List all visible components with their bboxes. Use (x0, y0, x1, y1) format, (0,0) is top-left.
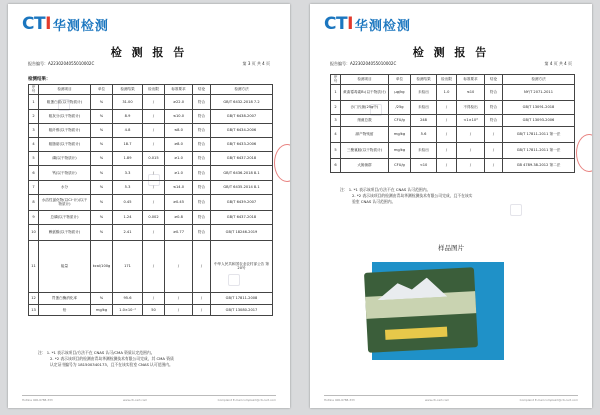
table-cell: mg/kg (389, 142, 411, 158)
table-cell: 总磷(以干物质计) (39, 210, 91, 224)
table-cell: GB/T 13080-2017 (211, 304, 273, 315)
table-row (29, 137, 273, 151)
table-notes: 注： 1. *1 表示该项目/方法不在 CNAS 认可/CMA 资质认定范围内。 2. *2 表示该项目的检测由青岛华测检测技术有限公司完成，其 CMA 资质 认定证书编号为 181500340173，且不在该实验室 CNAS 认可范围内。 (38, 350, 174, 367)
table-cell: 6 (29, 165, 39, 180)
table-row (331, 114, 575, 126)
table-cell: GB/T 17811-2008 (211, 292, 273, 304)
table-cell: / (143, 240, 165, 292)
table-cell: / (457, 158, 485, 172)
table-cell: 12 (29, 292, 39, 304)
table-row (29, 224, 273, 240)
table-cell: CFU/g (389, 158, 411, 172)
table-cell: 31.00 (113, 94, 143, 109)
table-cell: 符合 (193, 94, 211, 109)
table-cell: GB/T 6434-2006 (211, 123, 273, 137)
table-cell: / (143, 137, 165, 151)
table-cell: 171 (113, 240, 143, 292)
table-cell: 4 (29, 137, 39, 151)
table-cell: / (193, 240, 211, 292)
table-cell: % (91, 137, 113, 151)
table-cell: / (143, 94, 165, 109)
table-cell: / (485, 142, 503, 158)
table-cell: % (91, 151, 113, 165)
table-cell: kcal/100g (91, 240, 113, 292)
table-cell: / (143, 165, 165, 180)
table-cell: 三聚氰胺(以干物质计) (341, 142, 389, 158)
table-row (29, 292, 273, 304)
column-header: 单位 (389, 75, 411, 85)
column-header: 检出限 (437, 75, 457, 85)
table-cell: / (485, 126, 503, 142)
table-cell: 铅 (39, 304, 91, 315)
table-cell: 3 (331, 114, 341, 126)
column-header: 检测项目 (39, 85, 91, 95)
table-cell: GB/T 13091-2018 (503, 100, 575, 114)
column-header: 标准要求 (457, 75, 485, 85)
table-cell: 1.0×10⁻¹ (113, 304, 143, 315)
cti-logo: CTI 华测检测 (22, 14, 109, 34)
table-cell: 1.24 (113, 210, 143, 224)
table-cell: 符合 (485, 114, 503, 126)
table-cell: % (91, 180, 113, 194)
sample-photo (372, 262, 504, 360)
page-footer: Hotline 400-6788-333 www.cti-cert.com Complaint E-mail:complaint@cti-cert.com (324, 395, 578, 402)
table-cell: / (143, 180, 165, 194)
table-cell: 中华人民共和国农业农村部公告 第20号 (211, 240, 273, 292)
table-cell: GB/T 17811-2011 第一法 (503, 142, 575, 158)
table-cell: 未检出 (411, 100, 437, 114)
table-cell: 粗纤维(以干物质计) (39, 123, 91, 137)
table-cell: ≥0.8 (165, 210, 193, 224)
table-cell: 符合 (193, 165, 211, 180)
table-cell: 8 (29, 194, 39, 210)
table-cell: / (437, 114, 457, 126)
table-cell: GB/T 17811-2011 第一法 (503, 126, 575, 142)
table-cell: mg/kg (389, 126, 411, 142)
table-cell: μg/kg (389, 84, 411, 100)
table-cell: 0.45 (113, 194, 143, 210)
table-cell: 18.7 (113, 137, 143, 151)
table-cell: 符合 (193, 151, 211, 165)
table-cell: / (457, 126, 485, 142)
results-table (330, 74, 575, 173)
table-cell: ≥8.0 (165, 137, 193, 151)
table-cell: ≥22.0 (165, 94, 193, 109)
table-cell: 钙(以干物质计) (39, 165, 91, 180)
table-cell: ≤8.0 (165, 123, 193, 137)
table-cell: GB/T 6439-2007 (211, 194, 273, 210)
table-cell: <10 (411, 158, 437, 172)
table-cell: 细菌总数 (341, 114, 389, 126)
table-cell: GB 4789.38-2012 第二法 (503, 158, 575, 172)
table-cell: 4 (331, 126, 341, 142)
table-cell: 符合 (193, 224, 211, 240)
report-meta (28, 61, 270, 67)
table-cell: 13 (29, 304, 39, 315)
table-cell: / (437, 100, 457, 114)
table-cell: 符合 (193, 137, 211, 151)
column-header: 检测方法 (503, 75, 575, 85)
table-cell: 未检出 (411, 84, 437, 100)
table-cell: 0.002 (143, 210, 165, 224)
table-cell: % (91, 292, 113, 304)
table-cell: 符合 (193, 194, 211, 210)
table-row (29, 94, 273, 109)
table-row (331, 84, 575, 100)
table-cell: / (143, 109, 165, 123)
table-row (331, 126, 575, 142)
table-cell: / (457, 142, 485, 158)
table-cell: 2 (331, 100, 341, 114)
table-row (29, 180, 273, 194)
column-header: 检出限 (143, 85, 165, 95)
table-cell: 248 (411, 114, 437, 126)
table-cell: 0.015 (143, 151, 165, 165)
table-cell: ≤14.0 (165, 180, 193, 194)
column-header: 结论 (193, 85, 211, 95)
table-row (331, 142, 575, 158)
table-row (29, 123, 273, 137)
column-header: 单位 (91, 85, 113, 95)
table-row (29, 165, 273, 180)
table-cell: 符合 (485, 84, 503, 100)
table-cell: GB/T 18246-2019 (211, 224, 273, 240)
table-cell: 符合 (193, 180, 211, 194)
table-cell: ≥1.0 (165, 165, 193, 180)
table-cell: GB/T 6437-2018 (211, 210, 273, 224)
red-seal-stamp (576, 134, 592, 172)
table-cell: 3.3 (113, 165, 143, 180)
table-row (29, 210, 273, 224)
table-cell: GB/T 6437-2018 (211, 151, 273, 165)
table-row (331, 100, 575, 114)
column-header: 标准要求 (165, 85, 193, 95)
table-cell: % (91, 165, 113, 180)
table-cell: 胃蛋白酶消化率 (39, 292, 91, 304)
table-cell: CFU/g (389, 114, 411, 126)
table-cell: GB/T 6433-2006 (211, 137, 273, 151)
table-cell: 50 (143, 304, 165, 315)
table-cell: 粗脂肪(以干物质计) (39, 137, 91, 151)
table-cell: 9 (29, 210, 39, 224)
table-cell: ≥0.45 (165, 194, 193, 210)
table-cell: / (165, 304, 193, 315)
table-cell: 4.8 (113, 123, 143, 137)
table-row (29, 151, 273, 165)
table-cell: / (193, 304, 211, 315)
table-cell: 黄曲霉毒素B₁(以干物质计) (341, 84, 389, 100)
page-indicator: 第 3 页 共 4 页 (242, 61, 270, 66)
table-cell: / (165, 240, 193, 292)
table-cell: 不得检出 (457, 100, 485, 114)
table-cell: mg/kg (91, 304, 113, 315)
table-cell: 6 (331, 158, 341, 172)
report-page-3 (8, 4, 290, 408)
table-cell: GB/T 6435-2014 8.1 (211, 180, 273, 194)
table-cell: % (91, 94, 113, 109)
table-cell: 1.89 (113, 151, 143, 165)
table-cell: 1.0 (437, 84, 457, 100)
table-cell: / (143, 224, 165, 240)
table-cell: 8.9 (113, 109, 143, 123)
table-row (29, 240, 273, 292)
column-header: 序号 (331, 75, 341, 85)
product-bag-image (364, 267, 478, 353)
table-cell: 磷(以干物质计) (39, 151, 91, 165)
column-header: 检测项目 (341, 75, 389, 85)
page-indicator: 第 4 页 共 4 页 (544, 61, 572, 66)
table-cell: % (91, 194, 113, 210)
table-row (331, 158, 575, 172)
table-cell: % (91, 123, 113, 137)
table-cell: 1 (29, 94, 39, 109)
report-meta (330, 61, 572, 67)
table-cell: % (91, 109, 113, 123)
table-notes: 注： 1. *1 表示该项目/方法不在 CNAS 认可范围内。 2. *2 表示该项目的检测由青岛华测检测技术有限公司完成，且不在该实 验室 CNAS 认可范围内。 (340, 187, 473, 204)
table-cell: 沙门氏菌(25g中) (341, 100, 389, 114)
table-cell: 符合 (193, 123, 211, 137)
table-cell: 5 (29, 151, 39, 165)
sample-image-title: 样品图片 (438, 244, 464, 252)
table-cell: % (91, 210, 113, 224)
section-label: 检测结果： (28, 77, 51, 82)
table-cell: 能量 (39, 240, 91, 292)
table-cell: NY/T 2071-2011 (503, 84, 575, 100)
table-cell: 5 (331, 142, 341, 158)
table-cell: 符合 (485, 100, 503, 114)
table-cell: 符合 (193, 109, 211, 123)
table-cell: /25g (389, 100, 411, 114)
red-seal-stamp (274, 144, 290, 182)
table-cell: GB/T 6432-2018 7.2 (211, 94, 273, 109)
table-cell: / (143, 194, 165, 210)
table-cell: 大肠菌群 (341, 158, 389, 172)
report-title: 检 测 报 告 (412, 46, 490, 59)
watermark-tile (510, 204, 522, 216)
column-header: 检测结果 (411, 75, 437, 85)
table-cell: 副产物残留 (341, 126, 389, 142)
table-cell: / (143, 292, 165, 304)
table-cell: 2.41 (113, 224, 143, 240)
table-cell: 水分 (39, 180, 91, 194)
column-header: 序号 (29, 85, 39, 95)
table-cell: / (165, 292, 193, 304)
table-cell: / (193, 292, 211, 304)
table-row (29, 304, 273, 315)
table-cell: 5.6 (411, 126, 437, 142)
table-cell: 2 (29, 109, 39, 123)
table-cell: 水溶性氯化物(以Cl⁻计)(以干物质计) (39, 194, 91, 210)
table-cell: / (437, 126, 457, 142)
table-cell: 粗灰分(以干物质计) (39, 109, 91, 123)
table-cell: GB/T 6436-2018 8.1 (211, 165, 273, 180)
table-cell: ≤10.0 (165, 109, 193, 123)
table-cell: / (143, 123, 165, 137)
column-header: 结论 (485, 75, 503, 85)
page-footer: Hotline 400-6788-333 www.cti-cert.com Complaint E-mail:complaint@cti-cert.com (22, 395, 276, 402)
table-cell: GB/T 13093-2006 (503, 114, 575, 126)
table-cell: <1×10⁴ (457, 114, 485, 126)
table-cell: 7 (29, 180, 39, 194)
table-cell: ≤10 (457, 84, 485, 100)
table-cell: 11 (29, 240, 39, 292)
table-row (29, 194, 273, 210)
results-table (28, 84, 273, 316)
table-cell: % (91, 224, 113, 240)
table-cell: 10 (29, 224, 39, 240)
report-number: 报告编号：A2230204055010002C (28, 61, 95, 66)
table-row (29, 109, 273, 123)
table-cell: 未检出 (411, 142, 437, 158)
table-cell: / (437, 158, 457, 172)
table-cell: / (485, 158, 503, 172)
table-cell: 赖氨酸(以干物质计) (39, 224, 91, 240)
table-cell: 3 (29, 123, 39, 137)
column-header: 检测结果 (113, 85, 143, 95)
table-cell: 95.6 (113, 292, 143, 304)
table-cell: 粗蛋白质(以干物质计) (39, 94, 91, 109)
report-title: 检 测 报 告 (110, 46, 188, 59)
table-cell: GB/T 6438-2007 (211, 109, 273, 123)
table-cell: 1 (331, 84, 341, 100)
report-page-4 (310, 4, 592, 408)
table-cell: / (437, 142, 457, 158)
table-cell: ≥0.77 (165, 224, 193, 240)
table-cell: 5.3 (113, 180, 143, 194)
cti-logo: CTI 华测检测 (324, 14, 411, 34)
column-header: 检测方法 (211, 85, 273, 95)
table-cell: ≥1.0 (165, 151, 193, 165)
table-cell: 符合 (193, 210, 211, 224)
report-number: 报告编号：A2230204055010002C (330, 61, 397, 66)
